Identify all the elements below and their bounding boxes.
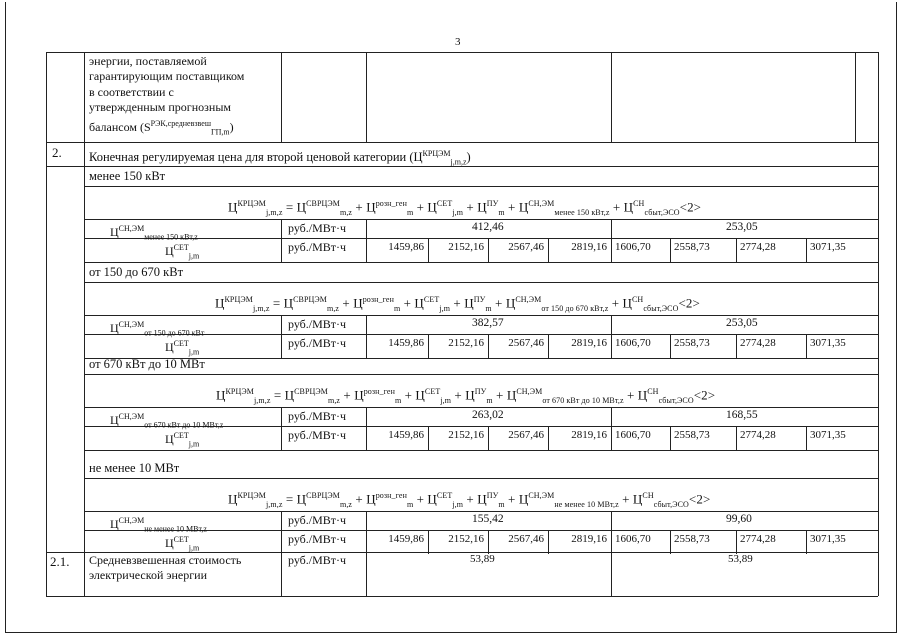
- unit-label: руб./МВт·ч: [288, 336, 347, 350]
- row-2-number: 2.: [52, 145, 62, 160]
- unit-label: руб./МВт·ч: [288, 409, 347, 423]
- ce-value-2: 168,55: [726, 409, 758, 421]
- net-value: 3071,35: [810, 429, 846, 441]
- ce-label: $Ц^{СН,ЭМ}_{не менее 10 МВт,z}$: [110, 516, 207, 534]
- row-21-value-1: 53,89: [470, 553, 495, 565]
- net-value: 1459,86: [388, 533, 424, 545]
- row-2-title: Конечная регулируемая цена для второй ценовой категории $(Ц^{КРЦЭМ}_{j,m,z})$: [89, 149, 471, 167]
- net-value: 3071,35: [810, 241, 846, 253]
- ce-value-2: 253,05: [726, 317, 758, 329]
- set-label: $Ц^{СЕТ}_{j,m}$: [165, 243, 200, 261]
- ce-value-1: 382,57: [472, 317, 504, 329]
- section-heading: не менее 10 МВт: [89, 461, 180, 475]
- ce-value-2: 99,60: [726, 513, 752, 525]
- net-value: 2819,16: [571, 337, 607, 349]
- intro-line-last: балансом $(S^{РЭК,средневзвеш}_{ГП,m})$: [89, 119, 234, 137]
- price-formula: $Ц^{КРЦЭМ}_{j,m,z} = Ц^{СВРЦЭМ}_{m,z} + Ц^{розн\_ген}_m + Ц^{СЕТ}_{j,m} + Ц^{ПУ}_m + Ц^{СН,ЭМ}_{менее 150 кВт,z} + Ц^{СН}_{сбыт,ЭСО}<2>$: [228, 199, 702, 217]
- net-value: 2774,28: [740, 429, 776, 441]
- net-value: 2774,28: [740, 337, 776, 349]
- net-value: 2558,73: [674, 337, 710, 349]
- unit-label: руб./МВт·ч: [288, 428, 347, 442]
- net-value: 1606,70: [615, 241, 651, 253]
- net-value: 1459,86: [388, 429, 424, 441]
- net-value: 2152,16: [448, 337, 484, 349]
- net-value: 2152,16: [448, 241, 484, 253]
- row-21-unit: руб./МВт·ч: [288, 553, 347, 567]
- section-heading: менее 150 кВт: [89, 169, 166, 183]
- section-heading: от 150 до 670 кВт: [89, 265, 184, 279]
- intro-line: утвержденным прогнозным: [89, 100, 231, 114]
- unit-label: руб./МВт·ч: [288, 221, 347, 235]
- price-formula: $Ц^{КРЦЭМ}_{j,m,z} = Ц^{СВРЦЭМ}_{m,z} + Ц^{розн\_ген}_m + Ц^{СЕТ}_{j,m} + Ц^{ПУ}_m + Ц^{СН,ЭМ}_{от 150 до 670 кВт,z} + Ц^{СН}_{сбыт,ЭСО}<2>$: [215, 295, 700, 313]
- net-value: 1606,70: [615, 429, 651, 441]
- row-21-text-2: электрической энергии: [89, 568, 208, 582]
- section-heading: от 670 кВт до 10 МВт: [89, 357, 205, 371]
- intro-line: гарантирующим поставщиком: [89, 69, 245, 83]
- net-value: 2558,73: [674, 241, 710, 253]
- row-21-number: 2.1.: [50, 554, 70, 569]
- net-value: 2819,16: [571, 533, 607, 545]
- ce-label: $Ц^{СН,ЭМ}_{от 150 до 670 кВт}$: [110, 320, 205, 338]
- net-value: 2152,16: [448, 533, 484, 545]
- page-number: 3: [455, 36, 461, 48]
- set-label: $Ц^{СЕТ}_{j,m}$: [165, 431, 200, 449]
- unit-label: руб./МВт·ч: [288, 513, 347, 527]
- intro-line: энергии, поставляемой: [89, 54, 207, 68]
- net-value: 1459,86: [388, 337, 424, 349]
- net-value: 2567,46: [508, 337, 544, 349]
- price-formula: $Ц^{КРЦЭМ}_{j,m,z} = Ц^{СВРЦЭМ}_{m,z} + Ц^{розн\_ген}_m + Ц^{СЕТ}_{j,m} + Ц^{ПУ}_m + Ц^{СН,ЭМ}_{не менее 10 МВт,z} + Ц^{СН}_{сбыт,ЭСО}<2>$: [228, 491, 711, 509]
- net-value: 2152,16: [448, 429, 484, 441]
- net-value: 2819,16: [571, 429, 607, 441]
- net-value: 2567,46: [508, 533, 544, 545]
- net-value: 1606,70: [615, 533, 651, 545]
- net-value: 2819,16: [571, 241, 607, 253]
- net-value: 3071,35: [810, 533, 846, 545]
- unit-label: руб./МВт·ч: [288, 317, 347, 331]
- net-value: 1459,86: [388, 241, 424, 253]
- set-label: $Ц^{СЕТ}_{j,m}$: [165, 339, 200, 357]
- net-value: 2558,73: [674, 533, 710, 545]
- intro-line: в соответствии с: [89, 85, 174, 99]
- ce-value-1: 263,02: [472, 409, 504, 421]
- row-21-text-1: Средневзвешенная стоимость: [89, 553, 242, 567]
- unit-label: руб./МВт·ч: [288, 240, 347, 254]
- ce-label: $Ц^{СН,ЭМ}_{менее 150 кВт,z}$: [110, 224, 198, 242]
- net-value: 2558,73: [674, 429, 710, 441]
- ce-value-1: 412,46: [472, 221, 504, 233]
- set-label: $Ц^{СЕТ}_{j,m}$: [165, 535, 200, 553]
- net-value: 2567,46: [508, 429, 544, 441]
- net-value: 2774,28: [740, 533, 776, 545]
- ce-value-1: 155,42: [472, 513, 504, 525]
- row-21-value-2: 53,89: [728, 553, 753, 565]
- price-formula: $Ц^{КРЦЭМ}_{j,m,z} = Ц^{СВРЦЭМ}_{m,z} + Ц^{розн\_ген}_m + Ц^{СЕТ}_{j,m} + Ц^{ПУ}_m + Ц^{СН,ЭМ}_{от 670 кВт до 10 МВт,z} + Ц^{СН}_{сбыт,ЭСО}<2>$: [216, 387, 716, 405]
- net-value: 1606,70: [615, 337, 651, 349]
- net-value: 3071,35: [810, 337, 846, 349]
- ce-value-2: 253,05: [726, 221, 758, 233]
- net-value: 2774,28: [740, 241, 776, 253]
- unit-label: руб./МВт·ч: [288, 532, 347, 546]
- ce-label: $Ц^{СН,ЭМ}_{от 670 кВт до 10 МВт,z}$: [110, 412, 224, 430]
- net-value: 2567,46: [508, 241, 544, 253]
